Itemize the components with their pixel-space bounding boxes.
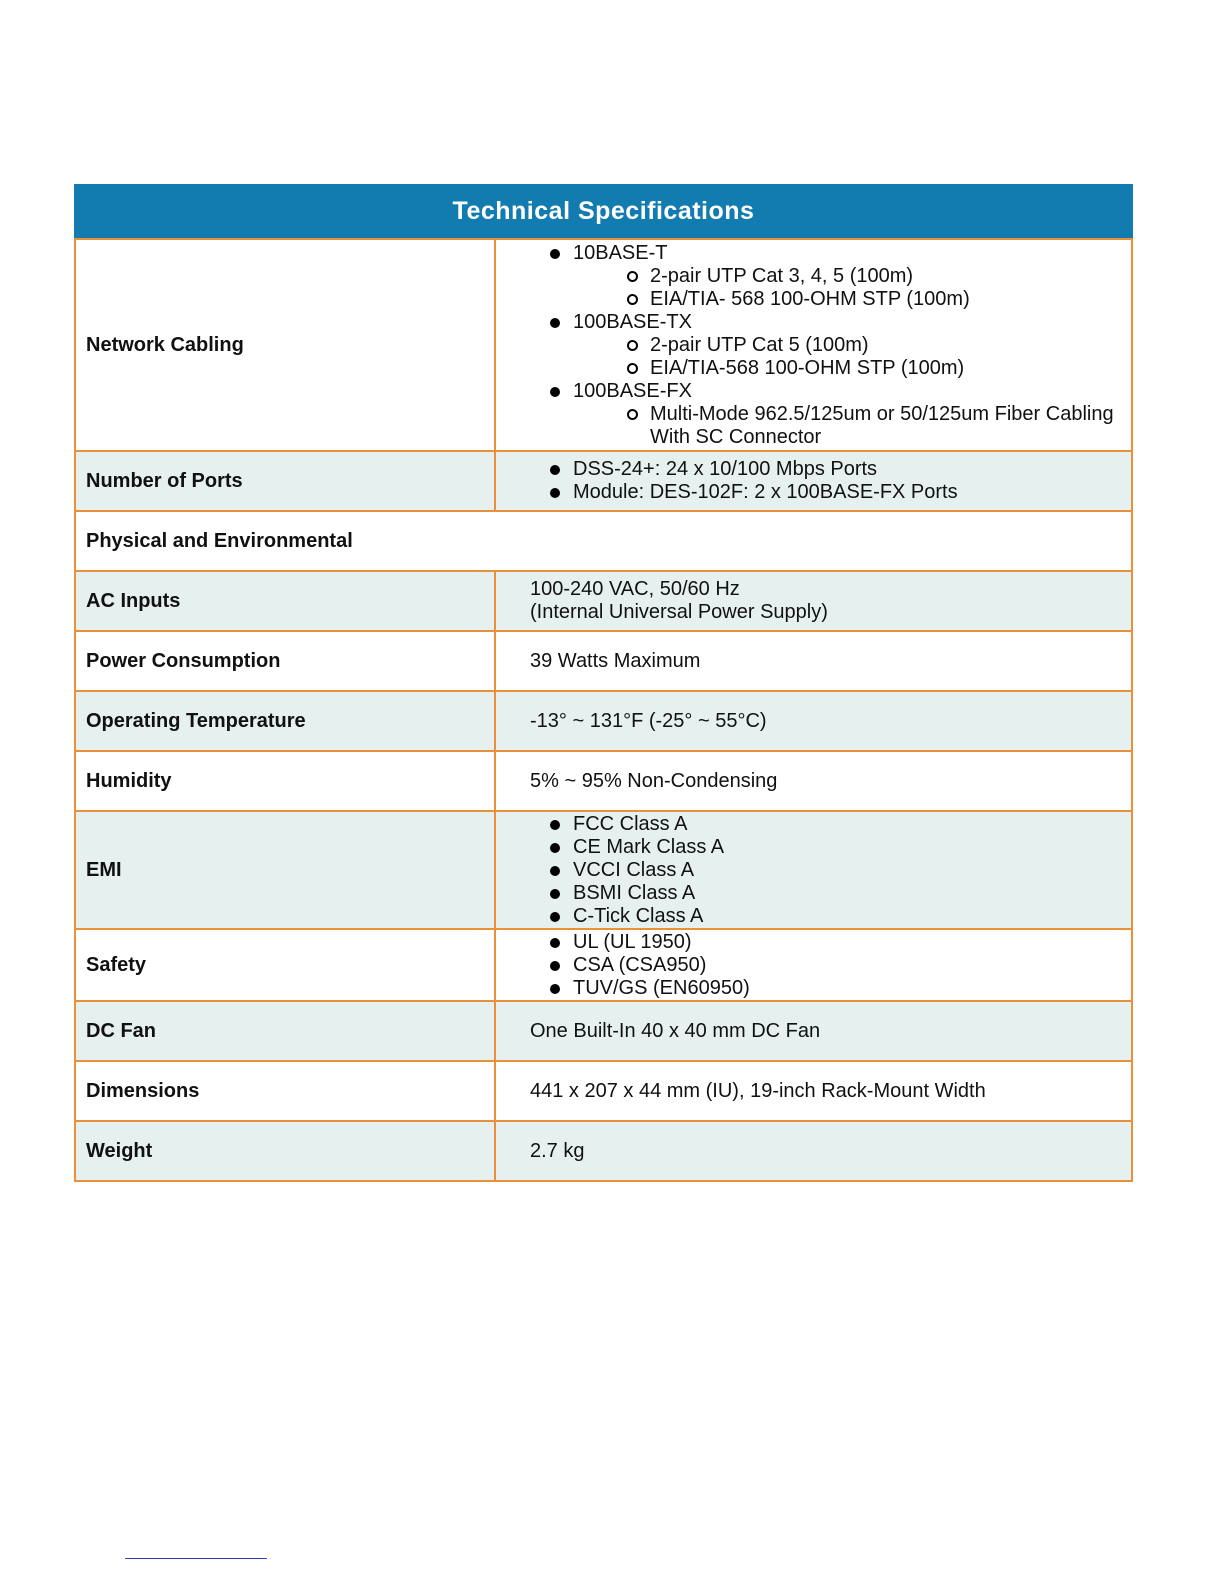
row-weight (76, 1120, 1131, 1180)
list-item (550, 380, 1131, 449)
list-item: UL (UL 1950) (550, 931, 1131, 954)
table-title: Technical Specifications (74, 184, 1133, 240)
row-dimensions (76, 1060, 1131, 1120)
list-item: FCC Class A (550, 813, 1131, 836)
row-label: Safety (76, 930, 496, 1000)
row-label: Network Cabling (76, 240, 496, 450)
row-value: -13° ~ 131°F (-25° ~ 55°C) (530, 709, 767, 732)
value-line: 100-240 VAC, 50/60 Hz (530, 578, 740, 600)
list-item: DSS-24+: 24 x 10/100 Mbps Ports (550, 458, 1131, 481)
row-value (496, 240, 1131, 450)
section-heading: Physical and Environmental (86, 529, 353, 552)
row-value (496, 572, 1131, 630)
row-label: Power Consumption (76, 632, 496, 690)
cabling-type: 10BASE-T (573, 242, 668, 264)
row-dc-fan (76, 1000, 1131, 1060)
row-humidity (76, 750, 1131, 810)
cabling-type: 100BASE-FX (573, 380, 692, 402)
row-value: 39 Watts Maximum (530, 649, 701, 672)
row-label: Weight (76, 1122, 496, 1180)
row-network-cabling (76, 240, 1131, 450)
cabling-sublist (573, 334, 1131, 380)
list-item: EIA/TIA- 568 100-OHM STP (100m) (627, 288, 1131, 311)
list-item (550, 242, 1131, 311)
ports-list (530, 458, 1131, 504)
value-line: (Internal Universal Power Supply) (530, 601, 828, 623)
row-safety (76, 928, 1131, 1000)
cabling-sublist (573, 265, 1131, 311)
row-operating-temperature (76, 690, 1131, 750)
row-value (496, 930, 1131, 1000)
list-item: CSA (CSA950) (550, 954, 1131, 977)
row-label: Operating Temperature (76, 692, 496, 750)
technical-specifications-table (74, 184, 1133, 1182)
list-item: TUV/GS (EN60950) (550, 977, 1131, 1000)
list-item: C-Tick Class A (550, 905, 1131, 928)
safety-list (530, 931, 1131, 1000)
row-label: Dimensions (76, 1062, 496, 1120)
row-value: 5% ~ 95% Non-Condensing (530, 769, 778, 792)
list-item: CE Mark Class A (550, 836, 1131, 859)
list-item: BSMI Class A (550, 882, 1131, 905)
row-value: 441 x 207 x 44 mm (IU), 19-inch Rack-Mount Width (530, 1079, 986, 1102)
list-item: 2-pair UTP Cat 3, 4, 5 (100m) (627, 265, 1131, 288)
row-value (496, 452, 1131, 510)
list-item: Multi-Mode 962.5/125um or 50/125um Fiber Cabling With SC Connector (627, 403, 1131, 449)
row-label: DC Fan (76, 1002, 496, 1060)
list-item: EIA/TIA-568 100-OHM STP (100m) (627, 357, 1131, 380)
row-value (496, 812, 1131, 928)
row-label: AC Inputs (76, 572, 496, 630)
row-value: One Built-In 40 x 40 mm DC Fan (530, 1019, 821, 1042)
cabling-type: 100BASE-TX (573, 311, 692, 333)
cabling-sublist (573, 403, 1131, 449)
row-number-of-ports (76, 450, 1131, 510)
row-physical-environmental (76, 510, 1131, 570)
row-value: 2.7 kg (530, 1139, 585, 1162)
table-body (74, 240, 1133, 1182)
list-item: Module: DES-102F: 2 x 100BASE-FX Ports (550, 481, 1131, 504)
list-item (550, 311, 1131, 380)
row-ac-inputs (76, 570, 1131, 630)
row-label: Humidity (76, 752, 496, 810)
list-item: 2-pair UTP Cat 5 (100m) (627, 334, 1131, 357)
row-power-consumption (76, 630, 1131, 690)
footnote-divider (125, 1558, 267, 1559)
list-item: VCCI Class A (550, 859, 1131, 882)
row-label: Number of Ports (76, 452, 496, 510)
row-emi (76, 810, 1131, 928)
cabling-list (530, 242, 1131, 449)
emi-list (530, 813, 1131, 928)
row-label: EMI (76, 812, 496, 928)
